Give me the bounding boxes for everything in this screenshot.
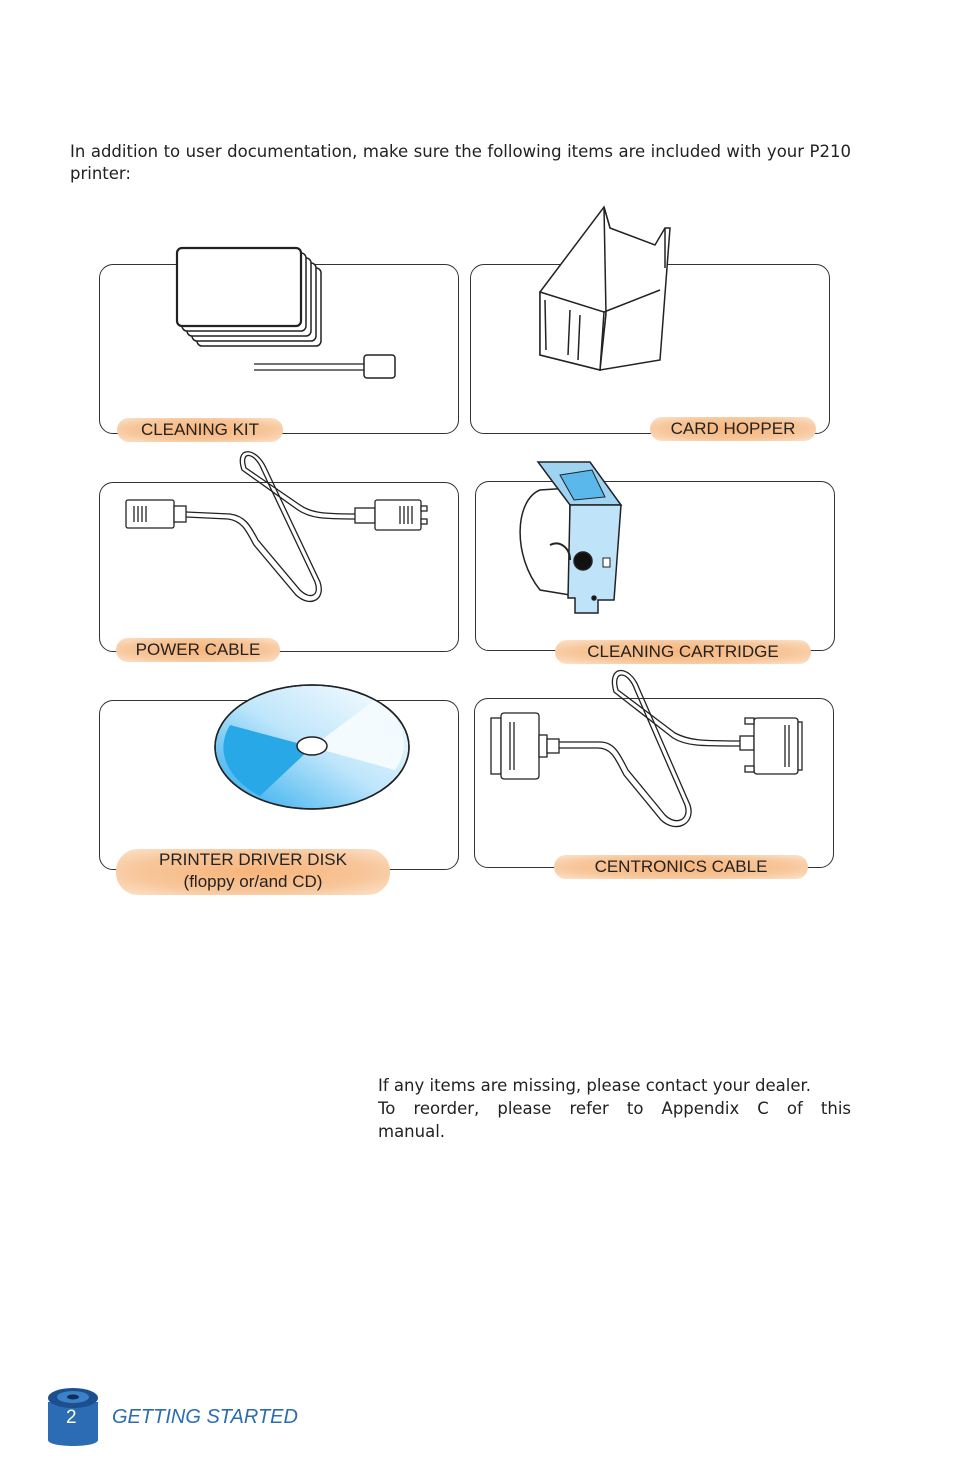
section-title: GETTING STARTED: [112, 1406, 298, 1428]
outro-line-3: manual.: [378, 1122, 446, 1141]
label-power-cable: POWER CABLE: [116, 638, 280, 662]
cd-disk-icon: [215, 685, 409, 809]
centronics-cable-icon: [491, 670, 802, 826]
label-card-hopper: CARD HOPPER: [650, 417, 816, 441]
cleaning-cartridge-icon: [520, 462, 621, 613]
label-centronics-cable: CENTRONICS CABLE: [554, 855, 808, 879]
card-hopper-icon: [540, 207, 670, 370]
cleaning-kit-icon: [177, 248, 395, 378]
label-printer-driver-disk: [116, 849, 390, 895]
intro-paragraph: In addition to user documentation, make sure the following items are included with your P210 printer:: [70, 142, 851, 183]
outro-paragraph: [378, 1074, 851, 1143]
power-cable-icon: [126, 452, 427, 602]
page-number: 2: [66, 1407, 77, 1428]
label-printer-driver-disk-line2: (floppy or/and CD): [183, 872, 323, 891]
label-cleaning-kit: CLEANING KIT: [117, 418, 283, 442]
outro-line-2: To reorder, please refer to Appendix C of this: [378, 1099, 851, 1118]
outro-line-1: If any items are missing, please contact your dealer.: [378, 1076, 812, 1095]
label-cleaning-cartridge: CLEANING CARTRIDGE: [555, 640, 811, 664]
label-printer-driver-disk-line1: PRINTER DRIVER DISK: [159, 850, 347, 869]
